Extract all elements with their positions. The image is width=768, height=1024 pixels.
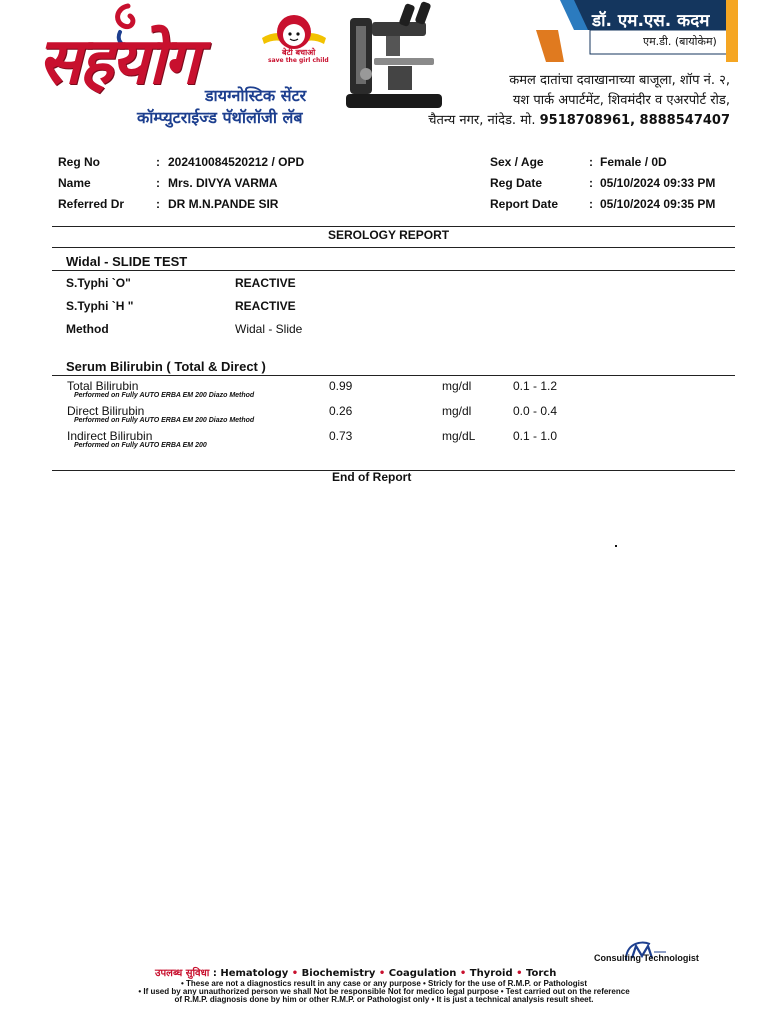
widal-method-label: Method: [66, 322, 109, 336]
facilities-line: [155, 965, 556, 979]
referred-dr-label: Referred Dr: [58, 197, 125, 211]
brand-name: सहयोग: [38, 24, 197, 99]
reg-date-value: 05/10/2024 09:33 PM: [600, 176, 716, 190]
test-method-note: Performed on Fully AUTO ERBA EM 200 Diazo Method: [74, 417, 255, 424]
divider: [52, 270, 735, 271]
report-title: SEROLOGY REPORT: [328, 228, 450, 242]
brand-line-2: कॉम्प्युटराईज्ड पॅथॉलॉजी लॅब: [137, 108, 303, 127]
sex-age-value: Female / 0D: [600, 155, 667, 169]
facility-item: Hematology: [220, 968, 289, 979]
referred-dr-value: DR M.N.PANDE SIR: [168, 197, 279, 211]
colon: :: [156, 155, 160, 169]
test-value: 0.99: [329, 379, 353, 393]
bullet-icon: •: [459, 968, 470, 979]
stray-dot: [615, 545, 617, 547]
colon: :: [589, 155, 593, 169]
colon: :: [589, 176, 593, 190]
facility-separator: :: [212, 968, 221, 979]
sex-age-label: Sex / Age: [490, 155, 544, 169]
widal-test-result: REACTIVE: [235, 276, 296, 290]
reg-no-label: Reg No: [58, 155, 100, 169]
facilities-label: उपलब्ध सुविधा: [155, 968, 210, 979]
test-range: 0.0 - 0.4: [513, 404, 558, 418]
divider: [52, 375, 735, 376]
microscope-icon: [346, 0, 450, 110]
disclaimer-line-3: of R.M.P. diagnosis done by him or other R.M.P. or Pathologist only • It is just a technical analysis result sheet.: [174, 995, 594, 1004]
brand-line-1: डायग्नोस्टिक सेंटर: [205, 86, 307, 105]
signatory-title: Consulting Technologist: [594, 953, 699, 963]
name-label: Name: [58, 176, 91, 190]
test-range: 0.1 - 1.0: [513, 429, 558, 443]
address-line-1: कमल दातांचा दवाखानाच्या बाजूला, शॉप नं. २,: [509, 73, 730, 88]
bullet-icon: •: [378, 968, 389, 979]
disclaimer-line-1: • These are not a diagnostics result in any case or any purpose • Stricly for the use of R.M.P. or Pathologist: [181, 979, 587, 988]
bilirubin-title: Serum Bilirubin ( Total & Direct ): [66, 359, 266, 374]
address-line-3: [428, 110, 730, 128]
colon: :: [589, 197, 593, 211]
test-range: 0.1 - 1.2: [513, 379, 558, 393]
phone-numbers: 9518708961, 8888547407: [539, 113, 730, 128]
colon: :: [156, 176, 160, 190]
widal-test-result: REACTIVE: [235, 299, 296, 313]
test-value: 0.73: [329, 429, 353, 443]
report-date-label: Report Date: [490, 197, 559, 211]
facility-item: Biochemistry: [301, 968, 376, 979]
bullet-icon: •: [516, 968, 526, 979]
facility-item: Thyroid: [469, 968, 513, 979]
doctor-degree: एम.डी. (बायोकेम): [643, 35, 717, 48]
facility-item: Torch: [525, 968, 557, 979]
patient-name-value: Mrs. DIVYA VARMA: [168, 176, 278, 190]
divider: [52, 226, 735, 227]
test-unit: mg/dl: [442, 404, 472, 418]
test-method-note: Performed on Fully AUTO ERBA EM 200: [74, 442, 207, 449]
test-name: Total Bilirubin: [67, 379, 139, 393]
test-unit: mg/dl: [442, 379, 472, 393]
widal-title: Widal - SLIDE TEST: [66, 254, 188, 269]
reg-no-value: 202410084520212 / OPD: [168, 155, 305, 169]
test-name: Direct Bilirubin: [67, 404, 145, 418]
test-method-note: Performed on Fully AUTO ERBA EM 200 Diazo Method: [74, 392, 255, 399]
colon: :: [156, 197, 160, 211]
doctor-name: डॉ. एम.एस. कदम: [592, 11, 710, 31]
facility-item: Coagulation: [388, 968, 457, 979]
report-date-value: 05/10/2024 09:35 PM: [600, 197, 716, 211]
divider: [52, 247, 735, 248]
test-unit: mg/dL: [442, 429, 476, 443]
widal-test-name: S.Typhi `O": [66, 276, 131, 290]
address-city: चैतन्य नगर, नांदेड. मो.: [428, 113, 536, 128]
address-line-2: यश पार्क अपार्टमेंट, शिवमंदीर व एअरपोर्ट रोड,: [512, 93, 730, 108]
campaign-line-1: बेटी बचाओ: [282, 48, 316, 57]
disclaimer-line-2: • If used by any unauthorized person we shall Not be responsible Not for medico legal purpose • Test carried out on the reference: [138, 987, 630, 996]
widal-method-value: Widal - Slide: [235, 322, 303, 336]
test-name: Indirect Bilirubin: [67, 429, 153, 443]
campaign-line-2: save the girl child: [268, 57, 329, 64]
widal-test-name: S.Typhi `H ": [66, 299, 134, 313]
reg-date-label: Reg Date: [490, 176, 543, 190]
bullet-icon: •: [291, 968, 302, 979]
test-value: 0.26: [329, 404, 353, 418]
end-of-report: End of Report: [332, 470, 412, 484]
